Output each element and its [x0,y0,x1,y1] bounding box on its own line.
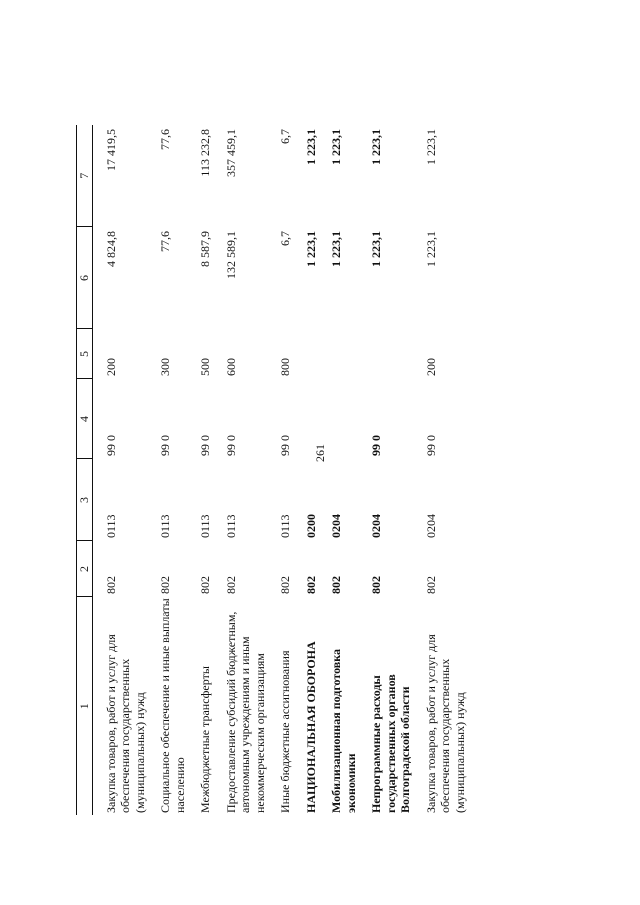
table-row [213,125,268,815]
row-col5-cell [293,329,319,379]
table-row [147,125,187,815]
row-col6-cell: 1 223,1 [423,231,438,267]
header-cell: 2 [77,541,93,597]
row-col3-cell: 0204 [369,514,383,538]
row-col6-cell: 6,7 [278,231,292,246]
row-col2-cell: 802 [198,576,212,594]
row-name-cell: Социальное обеспечение и иные выплаты населению [158,598,187,813]
row-name-cell: Мобилизационная подготовка экономики [329,649,358,813]
row-col3-cell: 0113 [278,514,292,538]
row-col2-cell: 802 [329,576,343,594]
row-col6-cell: 1 223,1 [369,231,383,267]
row-col3-cell: 0113 [198,514,212,538]
row-col7-cell: 1 223,1 [423,129,438,165]
row-name-cell: Иные бюджетные ассигнования [278,650,292,813]
row-col2-cell: 802 [278,576,292,594]
header-cell: 7 [77,125,93,227]
row-col4-cell: 99 0 [103,435,118,456]
header-cell: 5 [77,329,93,379]
row-col6-cell: 1 223,1 [329,231,343,267]
row-col4-cell: 99 0 [198,435,212,456]
row-col2-cell: 802 [158,576,172,594]
row-col5-cell: 600 [223,358,238,376]
row-col7-cell: 6,7 [278,129,292,144]
row-col5-cell: 200 [423,358,438,376]
row-col6-cell: 1 223,1 [303,231,318,267]
table-body [77,125,468,815]
row-col7-cell: 1 223,1 [369,129,383,165]
row-col5-cell: 300 [158,358,172,376]
header-cell: 4 [77,379,93,459]
row-name-cell: Непрограммные расходы государственных органов Волгоградской области [369,674,412,813]
row-col3-cell: 0204 [329,514,343,538]
row-col5-cell: 500 [198,358,212,376]
row-col2-cell: 802 [303,576,318,594]
row-col6-cell: 77,6 [158,231,172,252]
row-col2-cell: 802 [423,576,438,594]
table-row [318,125,358,815]
table-row [413,125,468,815]
row-col3-cell: 0204 [423,514,438,538]
row-col5-cell [358,329,413,379]
row-col3-cell: 0113 [103,514,118,538]
table-row [267,125,293,815]
row-col4-cell [318,379,358,459]
row-col2-cell: 802 [369,576,383,594]
header-cell: 3 [77,459,93,541]
row-col6-cell: 132 589,1 [223,231,238,279]
row-col4-cell: 99 0 [223,435,238,456]
row-col2-cell: 802 [103,576,118,594]
row-col5-cell: 800 [278,358,292,376]
row-col6-cell: 4 824,8 [103,231,118,267]
row-col2-cell: 802 [223,576,238,594]
row-col5-cell [318,329,358,379]
budget-table-container [76,125,496,815]
row-name-cell: Межбюджетные трансферты [198,666,212,813]
row-col7-cell: 1 223,1 [329,129,343,165]
table-row [293,125,319,815]
row-col5-cell: 200 [103,358,118,376]
header-cell: 1 [77,597,93,815]
row-col3-cell: 0200 [303,514,318,538]
budget-table [76,125,467,815]
row-col4-cell: 99 0 [369,435,383,456]
row-col6-cell: 8 587,9 [198,231,212,267]
row-col4-cell: 99 0 [158,435,172,456]
page-number: 261 [313,444,327,462]
row-col3-cell: 0113 [223,514,238,538]
header-row [77,125,93,815]
row-col3-cell: 0113 [158,514,172,538]
row-col7-cell: 17 419,5 [103,129,118,171]
row-col7-cell: 113 232,8 [198,129,212,177]
row-col7-cell: 1 223,1 [303,129,318,165]
row-col4-cell: 99 0 [278,435,292,456]
row-name-cell: НАЦИОНАЛЬНАЯ ОБОРОНА [303,641,318,813]
table-row [358,125,413,815]
row-col7-cell: 77,6 [158,129,172,150]
row-col4-cell: 99 0 [423,435,438,456]
row-col7-cell: 357 459,1 [223,129,238,177]
row-name-cell: Закупка товаров, работ и услуг для обеспечения государственных (муниципальных) нужд [423,634,467,813]
row-col4-cell [293,379,319,459]
row-name-cell: Предоставление субсидий бюджетным, автономным учреждениям и иным некоммерческим организациям [223,611,267,813]
table-row [92,125,147,815]
row-name-cell: Закупка товаров, работ и услуг для обеспечения государственных (муниципальных) нужд [103,634,147,813]
table-row [187,125,213,815]
header-cell: 6 [77,227,93,329]
